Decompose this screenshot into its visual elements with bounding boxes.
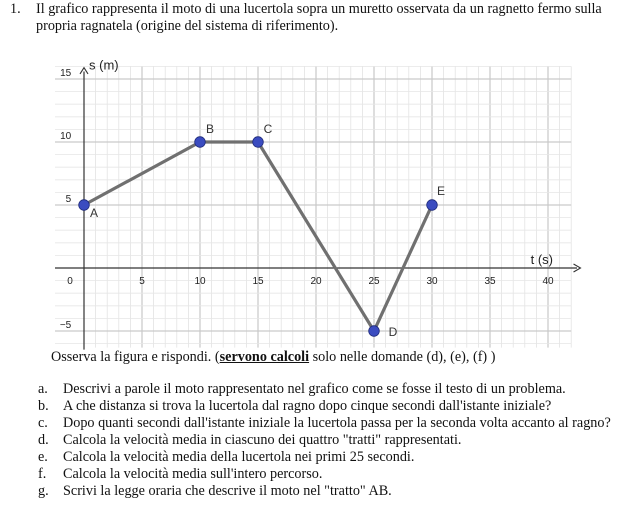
observe-text-after: solo nelle domande (d), (e), (f) )	[309, 349, 496, 365]
point-a	[79, 200, 90, 211]
x-tick-label: 15	[252, 276, 264, 287]
sub-question-f	[38, 466, 633, 483]
point-label-a: A	[89, 206, 99, 220]
point-b	[195, 137, 206, 148]
sub-question-letter: f.	[38, 466, 47, 482]
observe-instruction	[51, 349, 495, 366]
point-label-b: B	[205, 122, 215, 136]
x-tick-label: 35	[484, 276, 496, 287]
sub-question-list	[38, 381, 633, 500]
sub-question-letter: d.	[38, 432, 49, 448]
x-tick-label: 20	[310, 276, 322, 287]
point-label-d: D	[388, 325, 398, 339]
sub-question-text: Calcola la velocità media della lucertola nei primi 25 secondi.	[63, 449, 415, 465]
x-axis-label: t (s)	[530, 252, 553, 267]
sub-question-b	[38, 398, 633, 415]
y-axis-label: s (m)	[89, 57, 119, 73]
sub-question-e	[38, 449, 633, 466]
point-label-e: E	[436, 184, 446, 198]
origin-label: 0	[67, 276, 73, 287]
sub-question-text: Dopo quanti secondi dall'istante iniziale la lucertola passa per la seconda volta accanto al ragno?	[63, 415, 611, 431]
point-d	[369, 326, 380, 337]
sub-question-letter: b.	[38, 398, 49, 414]
question-number: 1.	[10, 1, 21, 17]
chart-grid	[55, 66, 571, 347]
question-text: Il grafico rappresenta il moto di una lucertola sopra un muretto osservata da un ragnetto fermo sulla propria ragnatela (origine del sistema di riferimento).	[36, 1, 602, 34]
y-tick-label: −5	[59, 320, 72, 331]
sub-question-text: A che distanza si trova la lucertola dal ragno dopo cinque secondi dall'istante iniziale?	[63, 398, 552, 414]
sub-question-text: Descrivi a parole il moto rappresentato nel grafico come se fosse il testo di un problema.	[63, 381, 566, 397]
sub-question-letter: a.	[38, 381, 48, 397]
sub-question-letter: e.	[38, 449, 48, 465]
chart-tick-labels	[60, 58, 554, 331]
sub-question-a	[38, 381, 633, 398]
x-tick-label: 5	[139, 276, 145, 287]
observe-text-before: Osserva la figura e rispondi. (	[51, 349, 220, 365]
y-tick-label: 15	[60, 68, 72, 79]
x-tick-label: 25	[368, 276, 380, 287]
point-label-c: C	[263, 122, 273, 136]
observe-emphasis: servono calcoli	[219, 349, 310, 365]
sub-question-letter: g.	[38, 483, 49, 499]
y-tick-label: 10	[60, 131, 72, 142]
sub-question-letter: c.	[38, 415, 48, 431]
y-tick-label: 5	[65, 194, 72, 205]
x-tick-label: 30	[426, 276, 438, 287]
point-c	[253, 137, 264, 148]
sub-question-d	[38, 432, 633, 449]
sub-question-text: Calcola la velocità media sull'intero percorso.	[63, 466, 323, 482]
x-tick-label: 10	[194, 276, 206, 287]
sub-question-text: Calcola la velocità media in ciascuno dei quattro "tratti" rappresentati.	[63, 432, 462, 448]
x-tick-label: 40	[542, 276, 554, 287]
point-e	[427, 200, 438, 211]
sub-question-c	[38, 415, 633, 432]
sub-question-text: Scrivi la legge oraria che descrive il moto nel "tratto" AB.	[63, 483, 392, 499]
sub-question-g	[38, 483, 633, 500]
